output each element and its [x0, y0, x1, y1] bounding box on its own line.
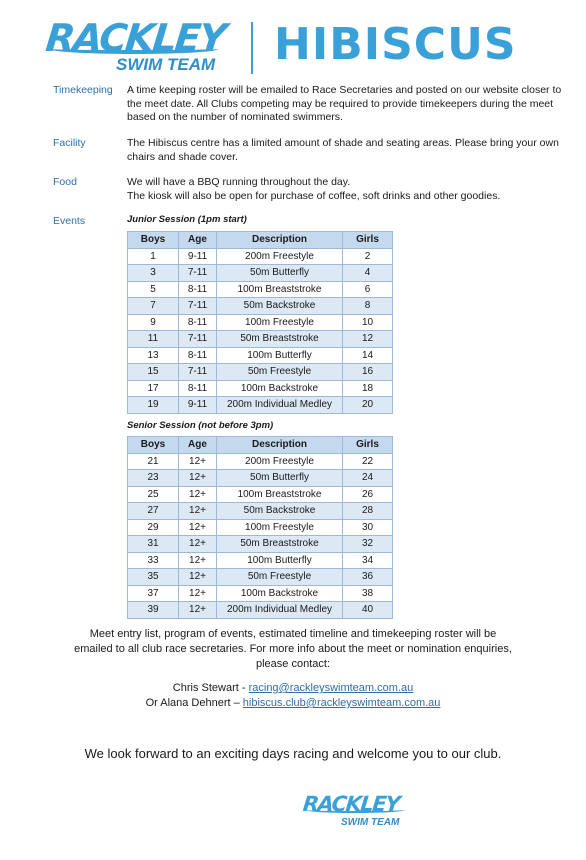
table-row: [128, 281, 393, 298]
cell-description: 100m Freestyle: [217, 519, 343, 536]
cell-age: 12+: [179, 470, 217, 487]
cell-girls: 34: [343, 552, 393, 569]
closing-paragraph: [20, 627, 566, 672]
cell-description: 50m Breaststroke: [217, 536, 343, 553]
closing-line-3: please contact:: [256, 658, 330, 670]
cell-age: 12+: [179, 486, 217, 503]
table-row: [128, 347, 393, 364]
table-row: [128, 503, 393, 520]
cell-description: 100m Backstroke: [217, 380, 343, 397]
events-label: Events: [53, 215, 86, 227]
cell-description: 200m Freestyle: [217, 453, 343, 470]
header-boys: Boys: [128, 437, 179, 454]
cell-description: 50m Freestyle: [217, 364, 343, 381]
header-girls: Girls: [343, 232, 393, 249]
cell-boys: 27: [128, 503, 179, 520]
cell-age: 8-11: [179, 347, 217, 364]
cell-description: 200m Individual Medley: [217, 602, 343, 619]
cell-girls: 12: [343, 331, 393, 348]
contact-name: Chris Stewart -: [172, 682, 249, 694]
cell-boys: 15: [128, 364, 179, 381]
cell-girls: 32: [343, 536, 393, 553]
table-row: [128, 364, 393, 381]
contact-alana: [20, 696, 566, 711]
table-row: [128, 552, 393, 569]
table-row: [128, 380, 393, 397]
cell-age: 12+: [179, 585, 217, 602]
cell-description: 100m Breaststroke: [217, 281, 343, 298]
cell-age: 9-11: [179, 397, 217, 414]
cell-girls: 14: [343, 347, 393, 364]
cell-description: 50m Butterfly: [217, 470, 343, 487]
cell-girls: 16: [343, 364, 393, 381]
cell-age: 12+: [179, 569, 217, 586]
header-description: Description: [217, 232, 343, 249]
header-description: Description: [217, 437, 343, 454]
table-row: [128, 536, 393, 553]
facility-text: The Hibiscus centre has a limited amount of shade and seating areas. Please bring your own chairs and shade cover.: [127, 137, 559, 163]
cell-girls: 36: [343, 569, 393, 586]
cell-boys: 31: [128, 536, 179, 553]
table-row: [128, 519, 393, 536]
page-header: [43, 16, 546, 78]
table-row: [128, 585, 393, 602]
cell-girls: 2: [343, 248, 393, 265]
cell-girls: 26: [343, 486, 393, 503]
cell-description: 50m Breaststroke: [217, 331, 343, 348]
junior-rows: [128, 248, 393, 413]
senior-rows: [128, 453, 393, 618]
cell-boys: 13: [128, 347, 179, 364]
header-boys: Boys: [128, 232, 179, 249]
cell-description: 50m Freestyle: [217, 569, 343, 586]
table-row: [128, 331, 393, 348]
cell-description: 200m Individual Medley: [217, 397, 343, 414]
table-row: [128, 314, 393, 331]
cell-age: 8-11: [179, 380, 217, 397]
cell-age: 7-11: [179, 364, 217, 381]
welcome-message: We look forward to an exciting days racing and welcome you to our club.: [84, 746, 502, 761]
cell-boys: 3: [128, 265, 179, 282]
cell-girls: 24: [343, 470, 393, 487]
table-row: [128, 298, 393, 315]
senior-events-table: [127, 436, 393, 619]
contact-chris: [20, 681, 566, 696]
footer-logo: [303, 793, 413, 833]
cell-girls: 40: [343, 602, 393, 619]
food-label: Food: [53, 176, 77, 188]
rackley-logo-text: RACKLEY: [43, 16, 227, 60]
cell-boys: 39: [128, 602, 179, 619]
cell-girls: 8: [343, 298, 393, 315]
cell-description: 50m Backstroke: [217, 298, 343, 315]
cell-description: 100m Breaststroke: [217, 486, 343, 503]
table-row: [128, 453, 393, 470]
cell-description: 200m Freestyle: [217, 248, 343, 265]
cell-boys: 9: [128, 314, 179, 331]
food-line-1: We will have a BBQ running throughout the day.: [127, 176, 351, 188]
cell-age: 12+: [179, 519, 217, 536]
food-line-2: The kiosk will also be open for purchase of coffee, soft drinks and other goodies.: [127, 189, 501, 202]
cell-girls: 30: [343, 519, 393, 536]
timekeeping-text: A time keeping roster will be emailed to Race Secretaries and posted on our website closer to the meet date. All Clubs competing may be required to provide timekeepers during the meet based on the number of nominated swimmers.: [127, 84, 562, 124]
email-link[interactable]: hibiscus.club@rackleyswimteam.com.au: [242, 697, 441, 709]
closing-line-1: Meet entry list, program of events, estimated timeline and timekeeping roster will be: [89, 628, 497, 640]
cell-age: 12+: [179, 536, 217, 553]
header-divider: [251, 22, 253, 74]
cell-girls: 28: [343, 503, 393, 520]
cell-age: 9-11: [179, 248, 217, 265]
cell-age: 8-11: [179, 314, 217, 331]
cell-age: 7-11: [179, 331, 217, 348]
cell-age: 12+: [179, 453, 217, 470]
cell-boys: 37: [128, 585, 179, 602]
header-age: Age: [179, 232, 217, 249]
cell-age: 12+: [179, 602, 217, 619]
logo-swoosh: [50, 44, 218, 54]
table-row: [128, 397, 393, 414]
footer-logo-text: RACKLEY: [301, 792, 401, 816]
contact-name: Or Alana Dehnert –: [145, 697, 243, 709]
cell-boys: 5: [128, 281, 179, 298]
cell-description: 100m Backstroke: [217, 585, 343, 602]
cell-girls: 18: [343, 380, 393, 397]
senior-session-title: Senior Session (not before 3pm): [127, 420, 274, 431]
event-title: HIBISCUS: [274, 19, 517, 70]
cell-boys: 29: [128, 519, 179, 536]
cell-girls: 6: [343, 281, 393, 298]
timekeeping-label: Timekeeping: [53, 84, 113, 96]
footer-logo-swoosh: [305, 807, 405, 813]
table-row: [128, 602, 393, 619]
table-row: [128, 486, 393, 503]
cell-boys: 23: [128, 470, 179, 487]
cell-description: 100m Freestyle: [217, 314, 343, 331]
cell-age: 12+: [179, 503, 217, 520]
email-link[interactable]: racing@rackleyswimteam.com.au: [248, 682, 414, 694]
junior-session-title: Junior Session (1pm start): [127, 214, 247, 225]
table-header-row: [128, 437, 393, 454]
cell-boys: 25: [128, 486, 179, 503]
table-header-row: [128, 232, 393, 249]
header-girls: Girls: [343, 437, 393, 454]
table-row: [128, 265, 393, 282]
rackley-logo-subtext: SWIM TEAM: [116, 55, 216, 74]
facility-label: Facility: [53, 137, 86, 149]
cell-age: 7-11: [179, 298, 217, 315]
cell-description: 100m Butterfly: [217, 552, 343, 569]
footer-logo-subtext: SWIM TEAM: [341, 817, 400, 828]
table-row: [128, 569, 393, 586]
header-age: Age: [179, 437, 217, 454]
cell-boys: 1: [128, 248, 179, 265]
cell-description: 100m Butterfly: [217, 347, 343, 364]
cell-boys: 7: [128, 298, 179, 315]
cell-boys: 19: [128, 397, 179, 414]
cell-age: 8-11: [179, 281, 217, 298]
cell-description: 50m Backstroke: [217, 503, 343, 520]
cell-boys: 17: [128, 380, 179, 397]
junior-events-table: [127, 231, 393, 414]
cell-boys: 35: [128, 569, 179, 586]
cell-age: 7-11: [179, 265, 217, 282]
cell-boys: 21: [128, 453, 179, 470]
cell-girls: 10: [343, 314, 393, 331]
cell-girls: 20: [343, 397, 393, 414]
cell-girls: 22: [343, 453, 393, 470]
cell-age: 12+: [179, 552, 217, 569]
cell-girls: 4: [343, 265, 393, 282]
table-row: [128, 248, 393, 265]
food-text: [127, 176, 577, 203]
cell-boys: 33: [128, 552, 179, 569]
cell-description: 50m Butterfly: [217, 265, 343, 282]
cell-boys: 11: [128, 331, 179, 348]
table-row: [128, 470, 393, 487]
closing-line-2: emailed to all club race secretaries. For more info about the meet or nomination enquiries,: [74, 643, 512, 655]
cell-girls: 38: [343, 585, 393, 602]
